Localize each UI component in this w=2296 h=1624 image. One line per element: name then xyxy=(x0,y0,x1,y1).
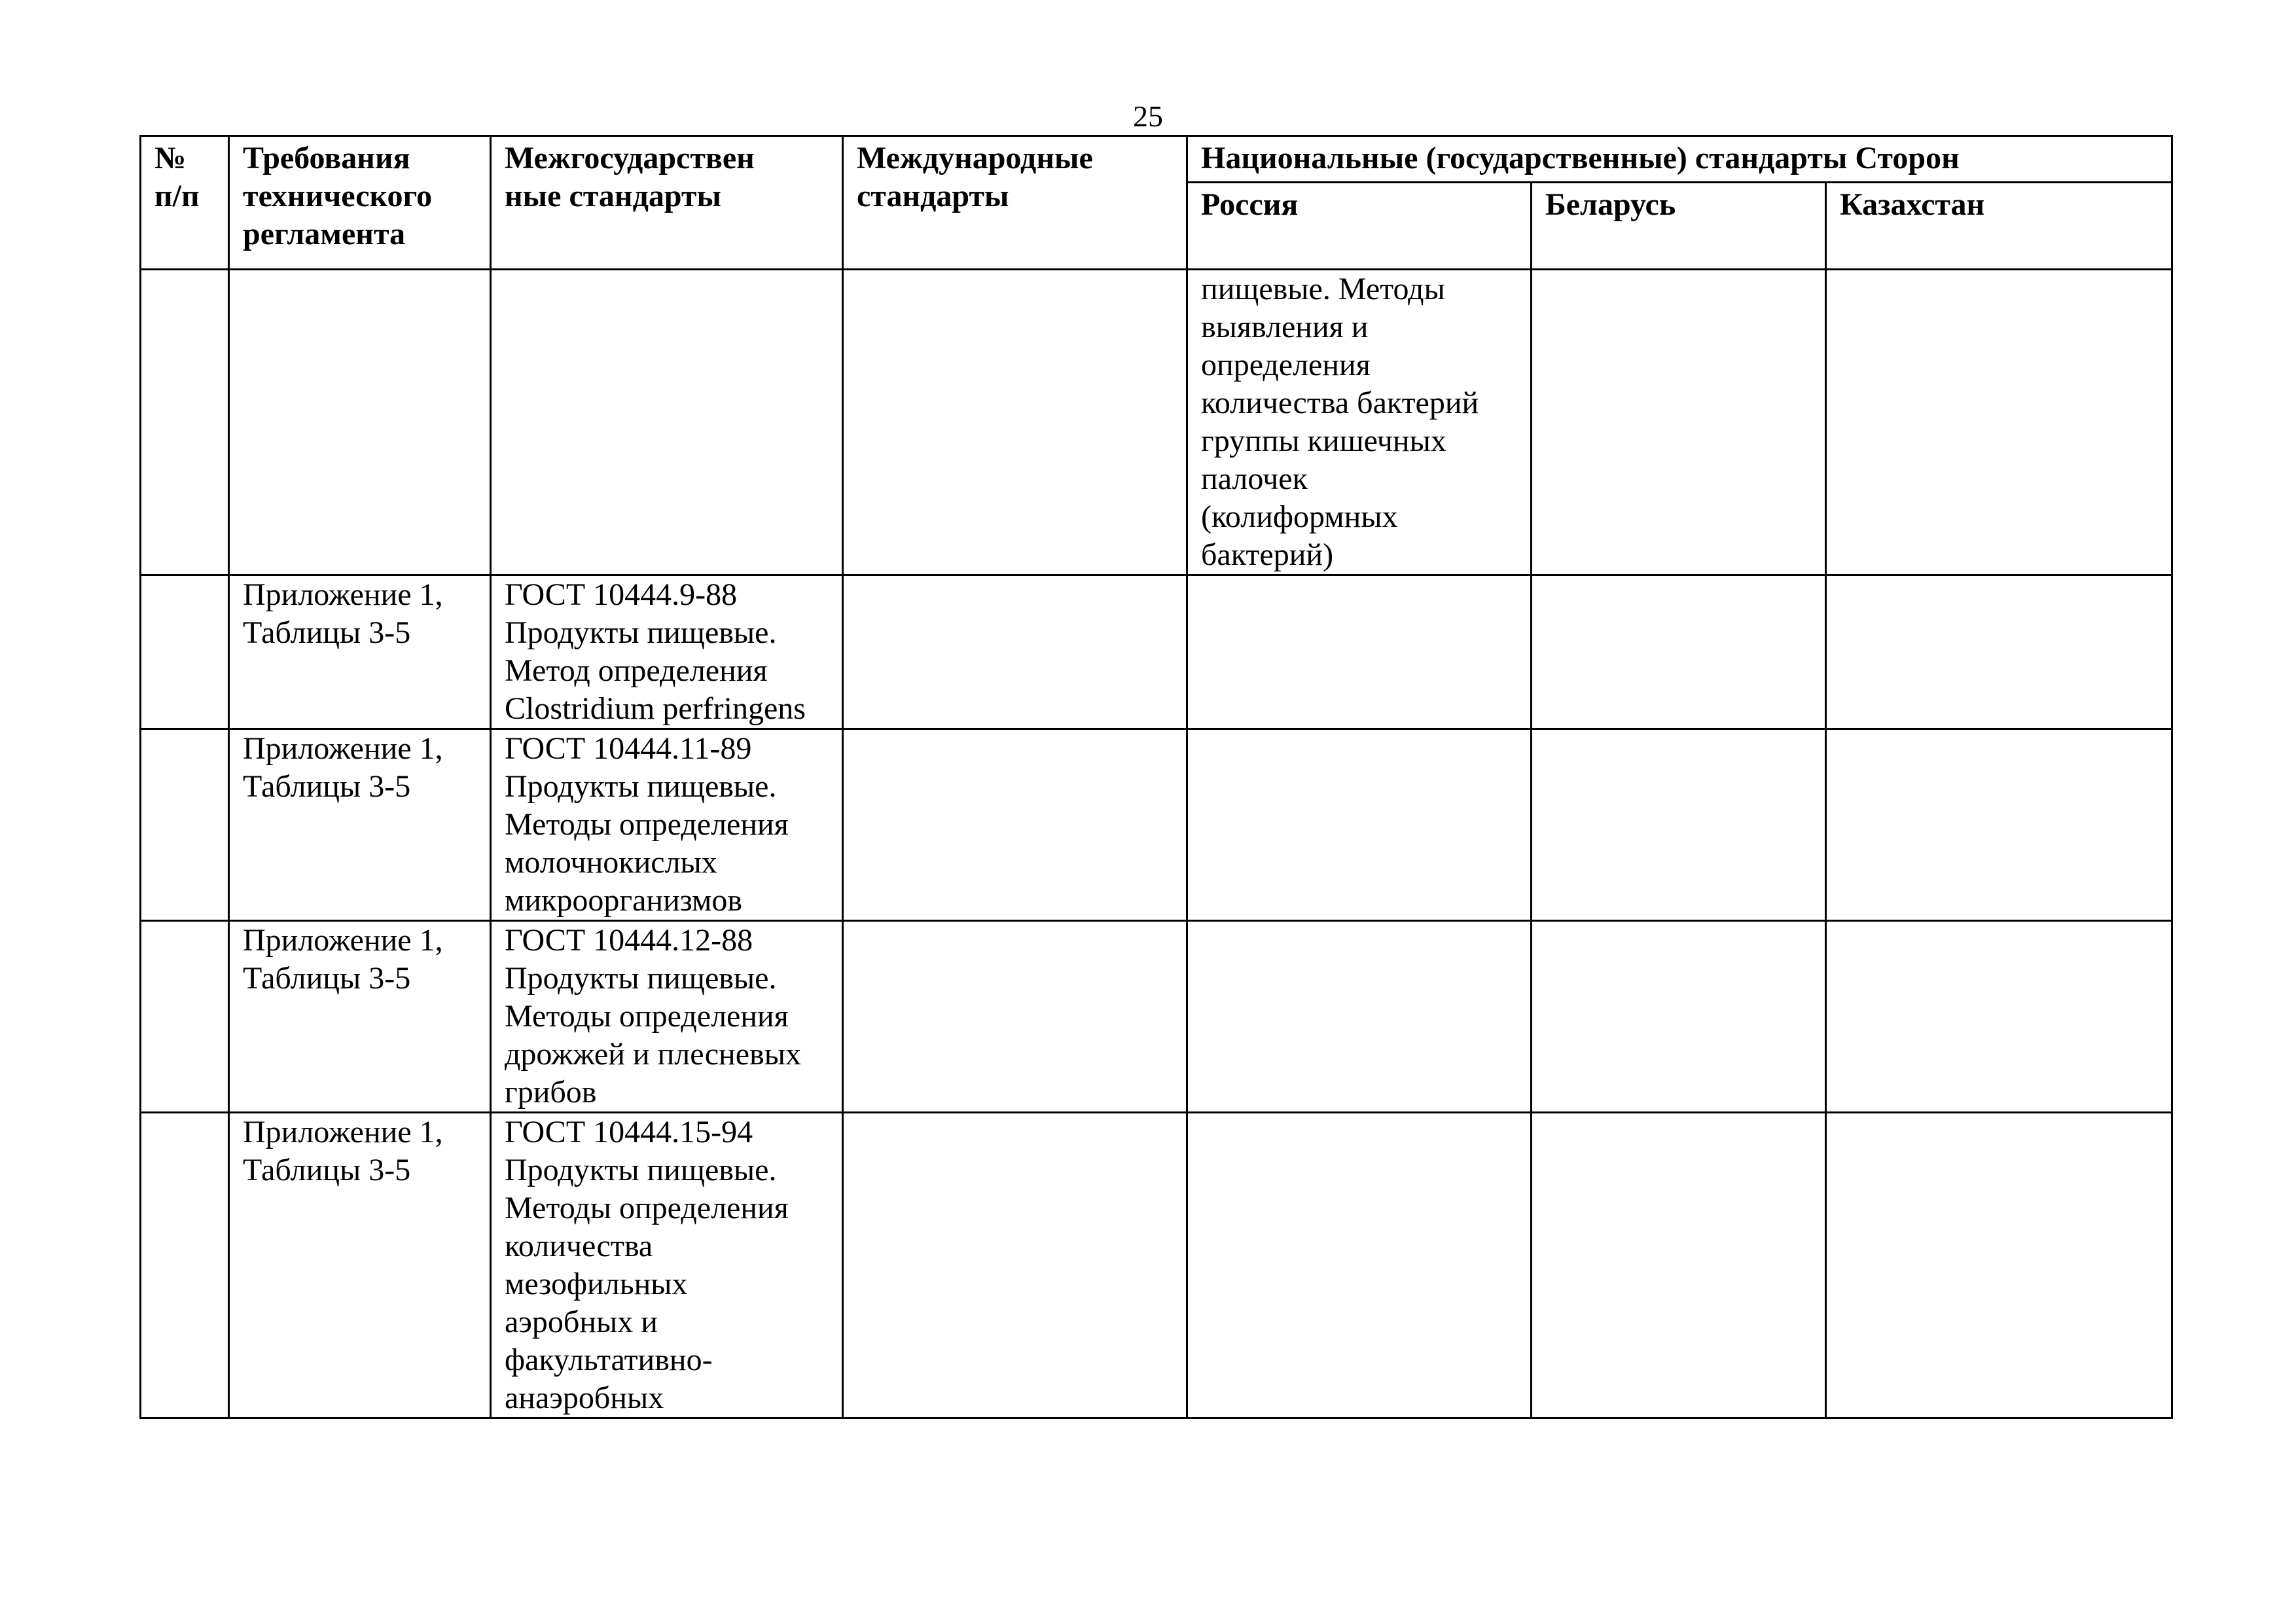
cell-belarus xyxy=(1532,270,1826,575)
cell-kazakhstan xyxy=(1826,729,2172,921)
table-row xyxy=(141,729,2172,921)
cell-international xyxy=(843,1113,1187,1418)
header-row xyxy=(141,136,2172,183)
header-kazakhstan: Казахстан xyxy=(1826,183,2172,270)
cell-interstate: ГОСТ 10444.12-88 Продукты пищевые. Методы определения дрожжей и плесневых грибов xyxy=(491,921,843,1113)
cell-interstate: ГОСТ 10444.15-94 Продукты пищевые. Методы определения количества мезофильных аэробных и факультативно- анаэробных xyxy=(491,1113,843,1418)
table-row xyxy=(141,921,2172,1113)
table-row xyxy=(141,1113,2172,1418)
header-requirements: Требования технического регламента xyxy=(229,136,491,270)
cell-interstate xyxy=(491,270,843,575)
standards-table xyxy=(139,135,2173,1419)
cell-kazakhstan xyxy=(1826,575,2172,729)
cell-international xyxy=(843,575,1187,729)
cell-russia: пищевые. Методы выявления и определения количества бактерий группы кишечных палочек (колиформных бактерий) xyxy=(1187,270,1532,575)
header-russia: Россия xyxy=(1187,183,1532,270)
cell-belarus xyxy=(1532,921,1826,1113)
cell-interstate: ГОСТ 10444.11-89 Продукты пищевые. Методы определения молочнокислых микроорганизмов xyxy=(491,729,843,921)
table-row xyxy=(141,575,2172,729)
cell-requirement: Приложение 1, Таблицы 3-5 xyxy=(229,729,491,921)
cell-kazakhstan xyxy=(1826,1113,2172,1418)
header-num: № п/п xyxy=(141,136,229,270)
cell-num xyxy=(141,1113,229,1418)
cell-num xyxy=(141,729,229,921)
cell-num xyxy=(141,575,229,729)
cell-belarus xyxy=(1532,1113,1826,1418)
cell-russia xyxy=(1187,729,1532,921)
cell-kazakhstan xyxy=(1826,270,2172,575)
cell-international xyxy=(843,729,1187,921)
header-international-standards: Международные стандарты xyxy=(843,136,1187,270)
cell-interstate: ГОСТ 10444.9-88 Продукты пищевые. Метод определения Clostridium perfringens xyxy=(491,575,843,729)
cell-requirement: Приложение 1, Таблицы 3-5 xyxy=(229,575,491,729)
cell-kazakhstan xyxy=(1826,921,2172,1113)
cell-requirement: Приложение 1, Таблицы 3-5 xyxy=(229,1113,491,1418)
header-national-standards: Национальные (государственные) стандарты Сторон xyxy=(1187,136,2172,183)
cell-international xyxy=(843,270,1187,575)
cell-belarus xyxy=(1532,729,1826,921)
cell-requirement xyxy=(229,270,491,575)
cell-requirement: Приложение 1, Таблицы 3-5 xyxy=(229,921,491,1113)
header-belarus: Беларусь xyxy=(1532,183,1826,270)
cell-russia xyxy=(1187,1113,1532,1418)
cell-russia xyxy=(1187,575,1532,729)
table-row xyxy=(141,270,2172,575)
cell-num xyxy=(141,921,229,1113)
cell-belarus xyxy=(1532,575,1826,729)
page-number: 25 xyxy=(1133,99,1163,133)
header-interstate-standards: Межгосударствен ные стандарты xyxy=(491,136,843,270)
cell-international xyxy=(843,921,1187,1113)
cell-num xyxy=(141,270,229,575)
cell-russia xyxy=(1187,921,1532,1113)
